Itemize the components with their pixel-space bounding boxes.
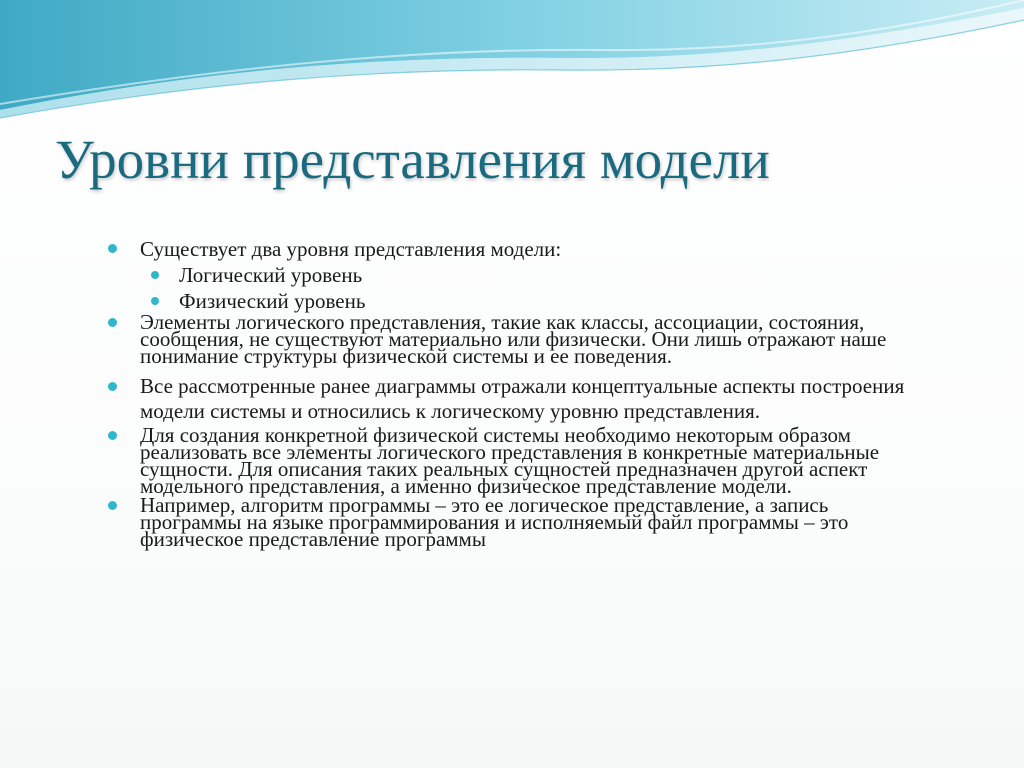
bullet-text: Например, алгоритм программы – это ее логическое представление, а запись программы на языке программирования и исполняемый файл программы – это физическое представление программы (140, 493, 849, 551)
bullet-text: Элементы логического представления, такие как классы, ассоциации, состояния, сообщения, не существуют материально или физически. Они лишь отражают наше понимание структуры физической системы и ее поведения. (140, 310, 887, 368)
bullet-text: Для создания конкретной физической системы необходимо некоторым образом реализовать все элементы логического представления в конкретные материальные сущности. Для описания таких реальных сущностей предназначен другой аспект модельного представления, а именно физическое представление модели. (140, 423, 880, 498)
bullet-item (104, 374, 934, 424)
header-wave-decoration (0, 0, 1024, 130)
bullet-dot-icon (108, 318, 117, 327)
bullet-dot-icon (151, 297, 159, 305)
bullet-dot-icon (108, 431, 117, 440)
bullet-text: Существует два уровня представления модели: (140, 237, 562, 261)
bullet-item (104, 423, 934, 498)
sub-bullet-text: Физический уровень (179, 289, 366, 313)
bullet-dot-icon (108, 382, 117, 391)
sub-bullet-text: Логический уровень (179, 263, 363, 287)
bullet-item (104, 493, 934, 551)
bullet-text: Все рассмотренные ранее диаграммы отражали концептуальные аспекты построения модели системы и относились к логическому уровню представления. (140, 374, 905, 423)
sub-bullet-item (104, 262, 934, 288)
bullet-item (104, 310, 934, 368)
bullet-dot-icon (151, 271, 159, 279)
slide-title: Уровни представления модели (55, 129, 770, 190)
bullet-item (104, 236, 934, 262)
bullet-dot-icon (108, 501, 117, 510)
bullet-dot-icon (108, 244, 117, 253)
slide-content (104, 236, 934, 551)
